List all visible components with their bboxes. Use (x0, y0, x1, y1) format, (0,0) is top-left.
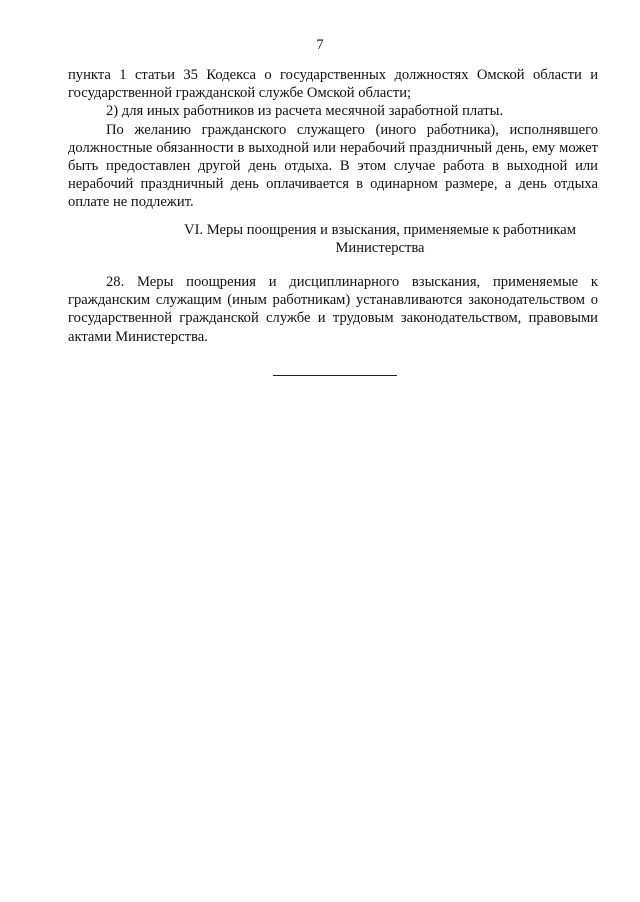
section-heading-line-1: VI. Меры поощрения и взыскания, применяемые к работникам (184, 222, 576, 238)
section-heading-line-2: Министерства (335, 240, 425, 257)
paragraph-28: 28. Меры поощрения и дисциплинарного взыскания, применяемые к гражданским служащим (иным работникам) устанавливаются законодательством о государственной гражданской службе и трудовым законодательством, правовыми актами Министерства. (68, 274, 598, 345)
end-separator-line (273, 375, 397, 376)
section-heading (130, 221, 630, 257)
text-block-section-vi (68, 273, 598, 346)
paragraph-day-off: По желанию гражданского служащего (иного работника), исполнявшего должностные обязанности в выходной или нерабочий праздничный день, ему может быть предоставлен другой день отдыха. В этом случае работа в выходной или нерабочий праздничный день оплачивается в одинарном размере, а день отдыха оплате не подлежит. (68, 121, 598, 211)
page-number: 7 (316, 37, 324, 53)
paragraph-continuation: пункта 1 статьи 35 Кодекса о государственных должностях Омской области и государственной гражданской службе Омской области; (68, 67, 598, 102)
paragraph-item-2: 2) для иных работников из расчета месячной заработной платы. (106, 103, 504, 120)
text-block-top (68, 66, 598, 212)
